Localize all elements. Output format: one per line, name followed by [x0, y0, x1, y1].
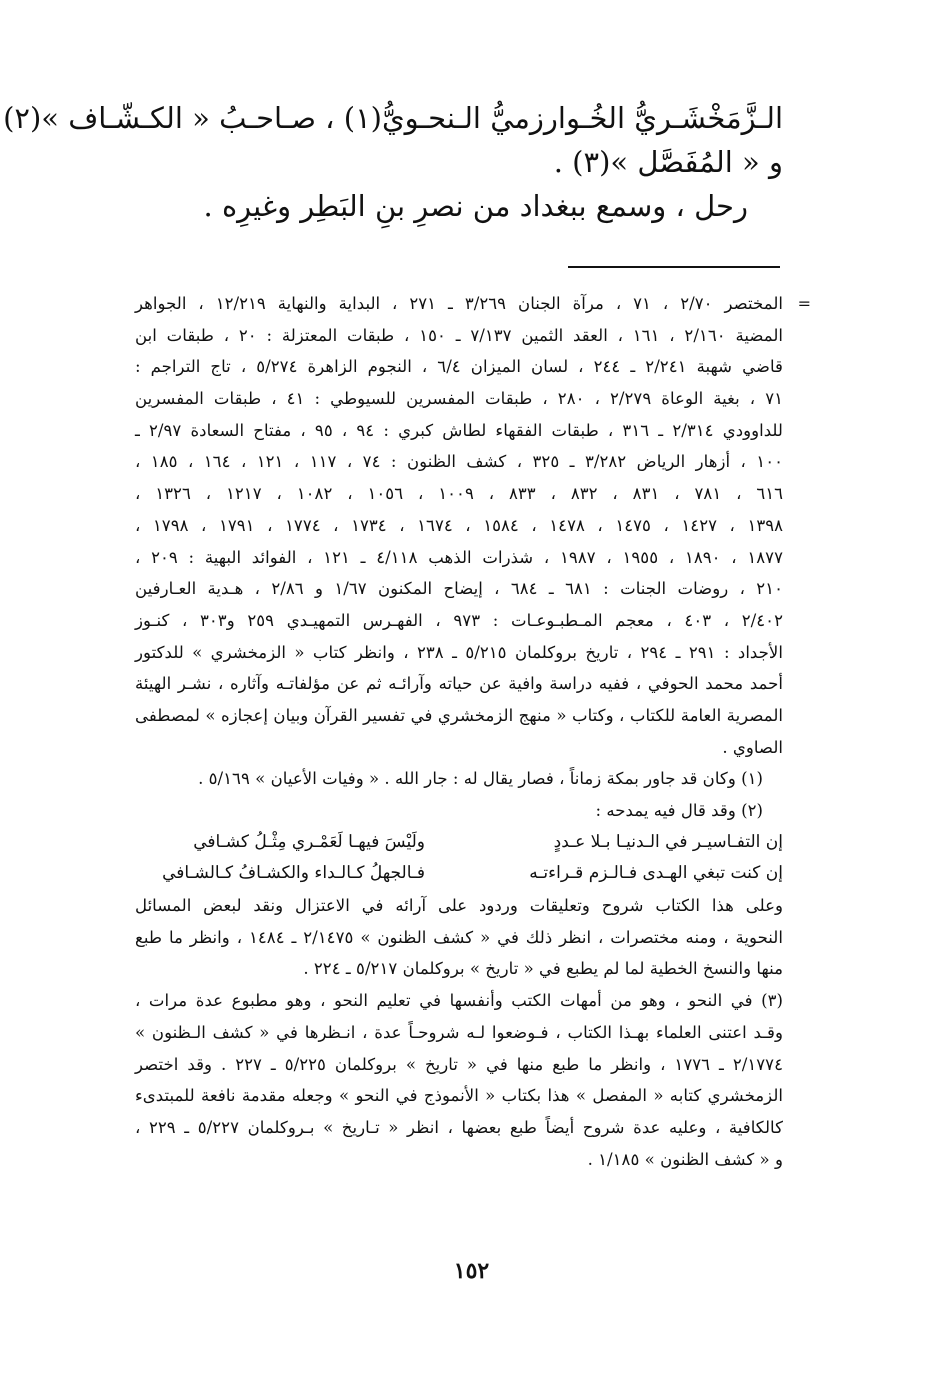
footnote-3-line: كالكافية ، وعليه عدة شروح أيضاً طبع بعضها ، انظر « تـاريخ » بـروكلمان ٥/٢٢٧ ـ ٢٢٩ ،: [135, 1117, 783, 1137]
sources-line: ١٣٩٨ ، ١٤٢٧ ، ١٤٧٥ ، ١٤٧٨ ، ١٥٨٤ ، ١٦٧٤ ، ١٧٣٤ ، ١٧٧٤ ، ١٧٩١ ، ١٧٩٨ ،: [135, 515, 784, 535]
sources-line: للداوودي ٢/٣١٤ ـ ٣١٦ ، طبقات الفقهاء لطاش كبري : ٩٤ ، ٩٥ ، مفتاح السعادة ٢/٩٧ ـ: [135, 420, 783, 440]
footnote-3-line: الزمخشري كتابه « المفصل » هذا بكتاب « الأنموذج في النحو » وجعله مقدمة نافعة للمبتدىء: [135, 1086, 783, 1106]
footnote-3-line: ٢/١٧٧٤ ـ ١٧٧٦ ، وانظر ما طبع منها في « تاريخ » بروكلمان ٥/٢٢٥ ـ ٢٢٧ . وقد اختصر: [135, 1054, 783, 1074]
sources-line: [135, 288, 811, 320]
verse-2-first-hemistich: إن كنت تبغي الهـدى فـالـزم قـراءتـه: [529, 863, 783, 884]
footnotes: [135, 288, 811, 1175]
sources-line: ١٠٠ ، أزهار الرياض ٣/٢٨٢ ـ ٣٢٥ ، كشف الظنون : ٧٤ ، ١١٧ ، ١٢١ ، ١٦٤ ، ١٨٥ ،: [135, 452, 784, 472]
bio-line-2: و « المُفَصَّل »(٣) .: [553, 145, 783, 179]
page-number: ١٥٢: [453, 1258, 490, 1284]
verse-1-first-hemistich: إن التفـاسيـر في الـدنيـا بـلا عـددٍ: [553, 831, 783, 852]
sources-line-text: المختصر ٢/٧٠ ، ٧١ ، مرآة الجنان ٣/٢٦٩ ـ ٢٧١ ، البداية والنهاية ١٢/٢١٩ ، الجواهر: [135, 294, 783, 313]
sources-line: الأجداد : ٢٩١ ـ ٢٩٤ ، تاريخ بروكلمان ٥/٢١٥ ـ ٢٣٨ ، وانظر كتاب « الزمخشري » للدكتور: [135, 642, 783, 662]
footnote-separator: [568, 266, 780, 268]
continuation-mark: =: [797, 294, 811, 313]
sources-line: ٧١ ، بغية الوعاة ٢/٢٧٩ ، ٢٨٠ ، طبقات المفسرين للسيوطي : ٤١ ، طبقات المفسرين: [135, 389, 784, 409]
footnote-2-line: النحوية ، ومنه مختصرات ، انظر ذلك في « كشف الظنون » ٢/١٤٧٥ ـ ١٤٨٤ ، وانظر ما طبع: [135, 927, 783, 947]
biography-text: [3, 96, 783, 228]
footnote-3-line: وقـد اعتنى العلماء بهـذا الكتاب ، فـوضعوا لـه شروحـاً عدة ، انـظرها في « كشف الـظنون »: [135, 1022, 783, 1042]
footnote-2-intro: (٢) وقد قال فيه يمدحه :: [595, 801, 763, 820]
verse-line-1: [135, 827, 783, 859]
footnote-1: (١) وكان قد جاور بمكة زماناً ، فصار يقال له : جار الله . « وفيات الأعيان » ٥/١٦٩ .: [198, 769, 763, 789]
sources-line: الصاوي .: [722, 737, 783, 757]
verse-line-2: [135, 858, 783, 890]
sources-line: ٢/٤٠٢ ، ٤٠٣ ، معجم المـطبـوعـات : ٩٧٣ ، الفهـرس التمهيـدي ٢٥٩ و٣٠٣ ، كنـوز: [135, 610, 784, 630]
sources-line: أحمد محمد الحوفي ، ففيه دراسة وافية عن حياته وآرائـه ثم عن مؤلفاتـه وآثاره ، نشـر الهيئة: [135, 674, 783, 694]
footnote-3-line: و « كشف الظنون » ١/١٨٥ .: [587, 1149, 783, 1169]
sources-line: ١٨٧٧ ، ١٨٩٠ ، ١٩٥٥ ، ١٩٨٧ ، شذرات الذهب ٤/١١٨ ـ ١٢١ ، الفوائد البهية : ٢٠٩ ،: [135, 547, 784, 567]
verse-1-second-hemistich: ولَيْسَ فيهـا لَعَمْـري مِثْـلُ كشـافي: [193, 831, 425, 852]
sources-line: المضية ٢/١٦٠ ، ١٦١ ، العقد الثمين ٧/١٣٧ ـ ١٥٠ ، طبقات المعتزلة : ٢٠ ، طبقات ابن: [135, 325, 784, 345]
sources-line: المصرية العامة للكتاب ، وكتاب « منهج الزمخشري في تفسير القرآن وبيان إعجازه » لمصطفى: [135, 705, 783, 725]
sources-line: ٦١٦ ، ٧٨١ ، ٨٣١ ، ٨٣٢ ، ٨٣٣ ، ١٠٠٩ ، ١٠٥٦ ، ١٠٨٢ ، ١٢١٧ ، ١٣٢٦ ،: [135, 484, 784, 504]
footnote-2-line: وعلى هذا الكتاب شروح وتعليقات وردود على آرائه في الاعتزال ونقد لبعض المسائل: [135, 896, 783, 916]
verse-2-second-hemistich: فـالجهلُ كـالـداء والكشـافُ كـالشـافي: [162, 863, 425, 884]
footnote-2-line: منها والنسخ الخطية لما لم يطبع في « تاريخ » بروكلمان ٥/٢١٧ ـ ٢٢٤ .: [303, 959, 783, 979]
sources-line: قاضي شهبة ٢/٢٤١ ـ ٢٤٤ ، لسان الميزان ٦/٤ ، النجوم الزاهرة ٥/٢٧٤ ، تاج التراجم :: [135, 357, 783, 377]
footnote-3-line: (٣) في النحو ، وهو من أمهات الكتب وأنفسها في تعليم النحو ، وهو مطبوع عدة مرات ،: [135, 991, 783, 1011]
bio-line-1: الـزَّمَخْشَـريُّ الخُـوارزميُّ الـنحـويُّ(١) ، صـاحـبُ « الكـشّـاف »(٢): [3, 101, 783, 135]
bio-line-3: رحل ، وسمع ببغداد من نصرِ بنِ البَطِر وغيرِه .: [203, 189, 748, 223]
sources-line: ٢١٠ ، روضات الجنات : ٦٨١ ـ ٦٨٤ ، إيضاح المكنون ١/٦٧ و ٢/٨٦ ، هـدية العـارفين: [135, 579, 783, 599]
